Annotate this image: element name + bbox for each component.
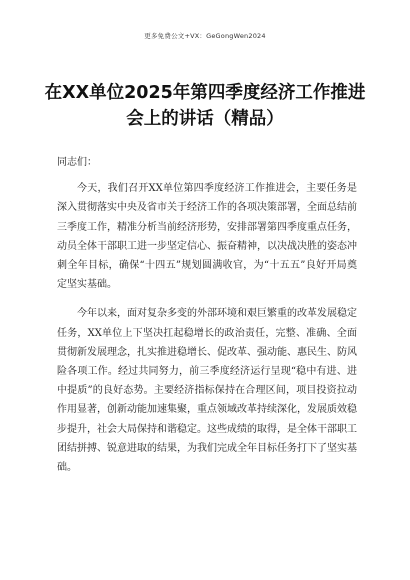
document-body	[57, 153, 357, 487]
title-line-2: 会上的讲话（精品）	[126, 109, 284, 129]
paragraph-2: 今年以来，面对复杂多变的外部环境和艰巨繁重的改革发展稳定任务，XX单位上下坚决扛起稳增长的政治责任，完整、准确、全面贯彻新发展理念，扎实推进稳增长、促改革、强动能、惠民生、防风险各项工作。经过共同努力，前三季度经济运行呈现“稳中有进、进中提质”的良好态势。主要经济指标保持在合理区间，项目投资拉动作用显著，创新动能加速集聚，重点领域改革持续深化，发展质效稳步提升，社会大局保持和谐稳定。这些成绩的取得，是全体干部职工团结拼搏、锐意进取的结果，为我们完成全年目标任务打下了坚实基础。	[57, 308, 357, 474]
salutation: 同志们：	[57, 157, 97, 168]
paragraph-1: 今天，我们召开XX单位第四季度经济工作推进会，主要任务是深入贯彻落实中央及省市关于经济工作的各项决策部署，全面总结前三季度工作，精准分析当前经济形势，安排部署第四季度重点任务，动员全体干部职工进一步坚定信心、振奋精神，以决战决胜的姿态冲刺全年目标，确保“十四五”规划圆满收官，为“十五五”良好开局奠定坚实基础。	[57, 183, 357, 291]
header-note: 更多免费公文+VX：GeGongWen2024	[144, 32, 266, 40]
title-line-1: 在XX单位2025年第四季度经济工作推进	[44, 83, 366, 103]
document-title	[40, 80, 370, 132]
